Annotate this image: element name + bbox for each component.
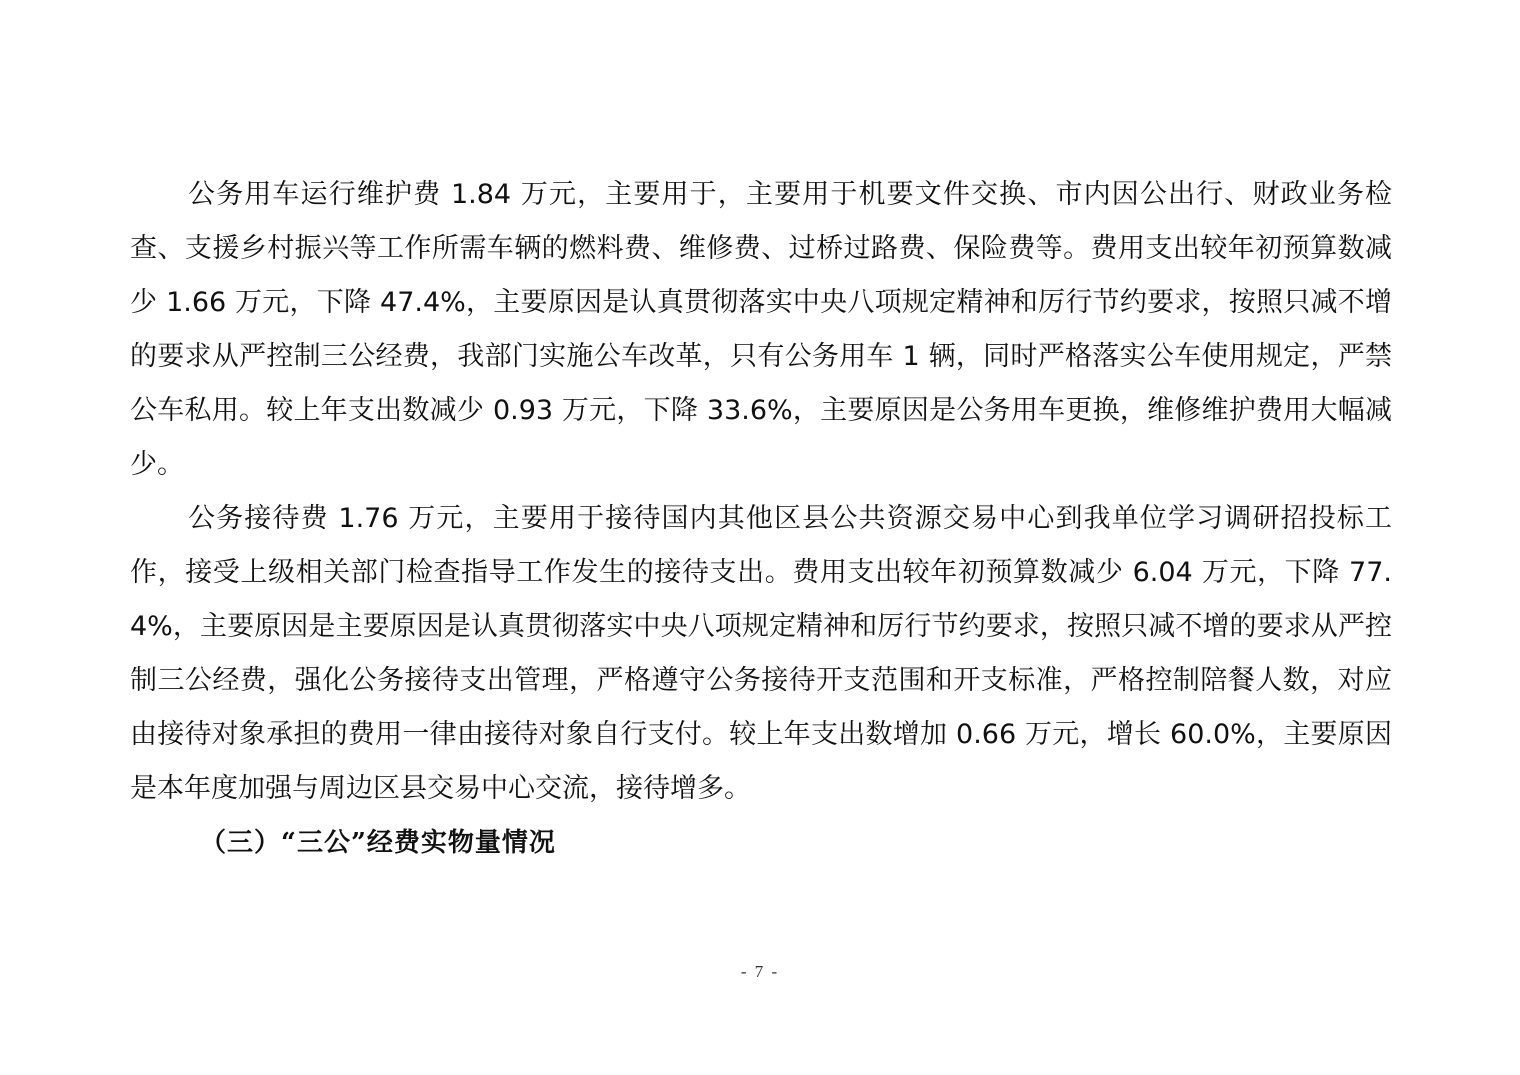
paragraph-vehicle-maintenance: 公务用车运行维护费 1.84 万元，主要用于，主要用于机要文件交换、市内因公出行、财政业务检查、支援乡村振兴等工作所需车辆的燃料费、维修费、过桥过路费、保险费等。费用支出较年初预算数减少 1.66 万元，下降 47.4%，主要原因是认真贯彻落实中央八项规定精神和厉行节约要求，按照只减不增的要求从严控制三公经费，我部门实施公车改革，只有公务用车 1 辆，同时严格落实公车使用规定，严禁公车私用。较上年支出数减少 0.93 万元，下降 33.6%，主要原因是公务用车更换，维修维护费用大幅减少。 (130, 179, 1392, 480)
paragraph-reception-expense: 公务接待费 1.76 万元，主要用于接待国内其他区县公共资源交易中心到我单位学习调研招投标工作，接受上级相关部门检查指导工作发生的接待支出。费用支出较年初预算数减少 6.04 万元，下降 77.4%，主要原因是主要原因是认真贯彻落实中央八项规定精神和厉行节约要求，按照只减不增的要求从严控制三公经费，强化公务接待支出管理，严格遵守公务接待开支范围和开支标准，严格控制陪餐人数，对应由接待对象承担的费用一律由接待对象自行支付。较上年支出数增加 0.66 万元，增长 60.0%，主要原因是本年度加强与周边区县交易中心交流，接待增多。 (130, 503, 1392, 804)
document-body (130, 168, 1392, 870)
page-number: - 7 - (740, 962, 780, 981)
section-heading: （三）“三公”经费实物量情况 (200, 828, 556, 858)
